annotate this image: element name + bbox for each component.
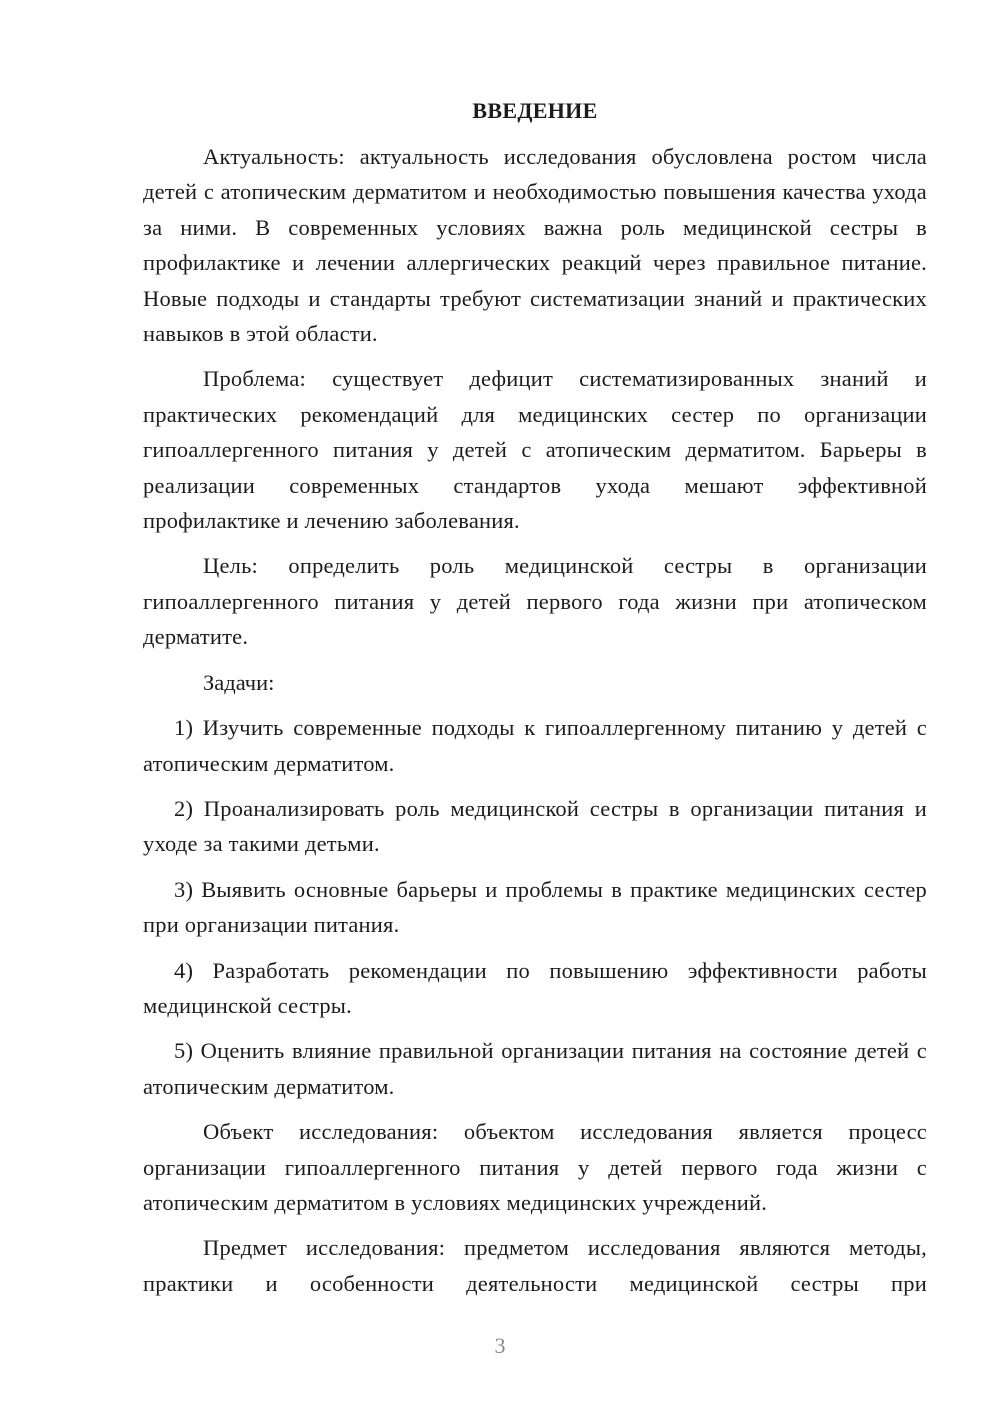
- page-number: 3: [494, 1333, 506, 1358]
- task-item: 3) Выявить основные барьеры и проблемы в практике медицинских сестер при организации питания.: [143, 876, 927, 938]
- task-item: 1) Изучить современные подходы к гипоаллергенному питанию у детей с атопическим дерматитом.: [143, 715, 927, 776]
- goal-paragraph: Цель: определить роль медицинской сестры в организации гипоаллергенного питания у детей первого года жизни при атопическом дерматите.: [143, 553, 927, 650]
- tasks-label: Задачи:: [203, 669, 275, 695]
- page-title: ВВЕДЕНИЕ: [472, 98, 598, 123]
- task-item: 2) Проанализировать роль медицинской сестры в организации питания и уходе за такими детьми.: [143, 795, 927, 857]
- task-item: 4) Разработать рекомендации по повышению эффективности работы медицинской сестры.: [143, 957, 927, 1018]
- page-content: [143, 94, 927, 1301]
- object-paragraph: Объект исследования: объектом исследования является процесс организации гипоаллергенного питания у детей первого года жизни с атопическим дерматитом в условиях медицинских учреждений.: [143, 1119, 927, 1215]
- task-item: 5) Оценить влияние правильной организации питания на состояние детей с атопическим дерматитом.: [143, 1038, 927, 1099]
- problem-paragraph: Проблема: существует дефицит систематизированных знаний и практических рекомендаций для медицинских сестер по организации гипоаллергенного питания у детей с атопическим дерматитом. Барьеры в реализации современных стандартов ухода мешают эффективной профилактике и лечению заболевания.: [143, 366, 927, 534]
- relevance-paragraph: Актуальность: актуальность исследования обусловлена ростом числа детей с атопическим дерматитом и необходимостью повышения качества ухода за ними. В современных условиях важна роль медицинской сестры в профилактике и лечении аллергических реакций через правильное питание. Новые подходы и стандарты требуют систематизации знаний и практических навыков в этой области.: [143, 144, 927, 347]
- subject-paragraph: Предмет исследования: предметом исследования являются методы, практики и особенности деятельности медицинской сестры при: [143, 1235, 927, 1296]
